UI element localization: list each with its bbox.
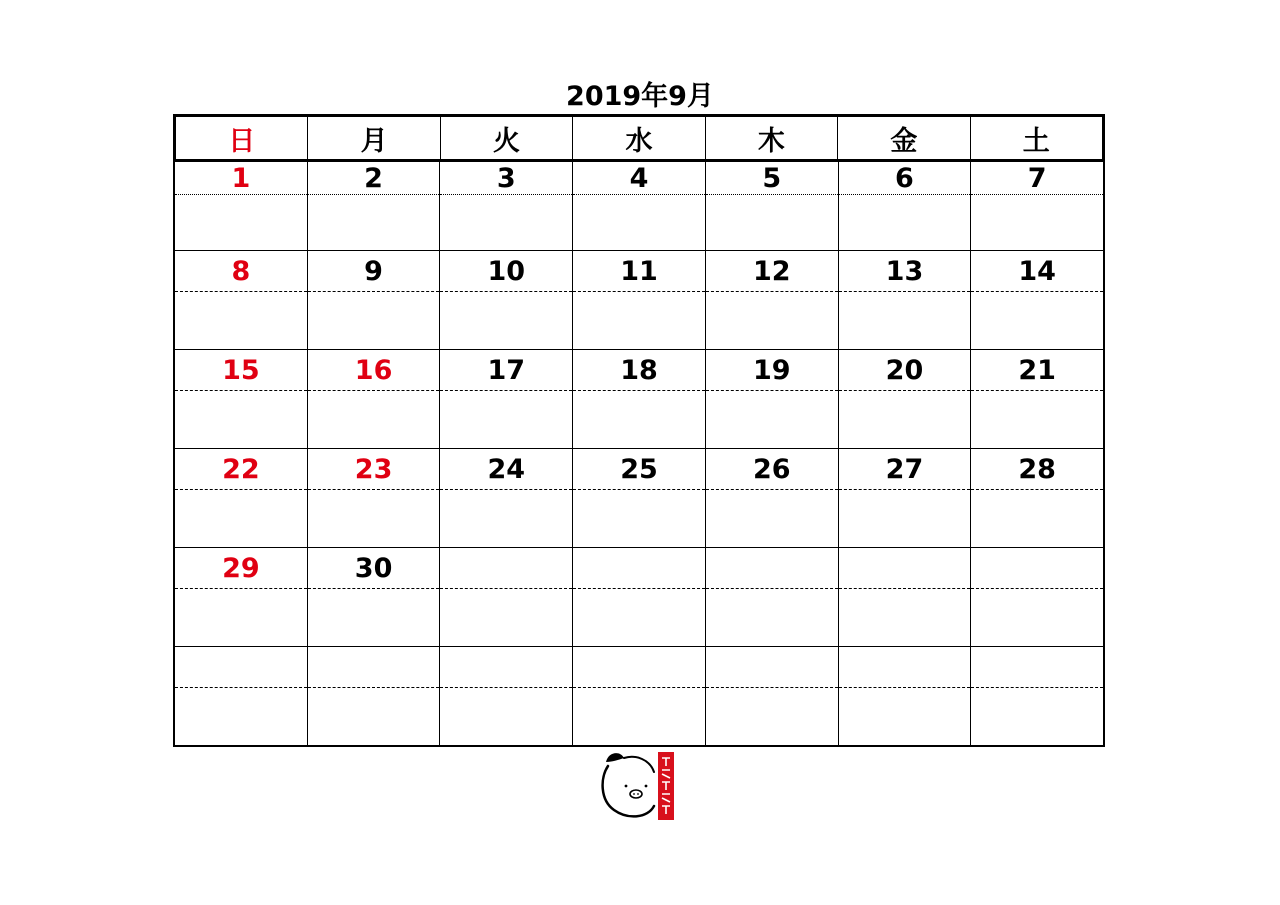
day-notes-area	[573, 292, 705, 349]
day-cell	[175, 251, 307, 349]
day-cell	[970, 350, 1103, 448]
day-cell	[838, 162, 971, 250]
day-number	[440, 548, 572, 589]
day-cell	[307, 647, 440, 745]
week-row	[175, 162, 1103, 250]
day-notes-area	[308, 292, 440, 349]
day-cell	[572, 162, 705, 250]
day-number: 15	[175, 350, 307, 391]
calendar-weeks	[173, 162, 1105, 747]
day-number: 23	[308, 449, 440, 490]
day-notes-area	[308, 195, 440, 250]
day-number: 11	[573, 251, 705, 292]
day-cell	[970, 162, 1103, 250]
day-cell	[572, 251, 705, 349]
day-notes-area	[971, 195, 1103, 250]
day-number: 10	[440, 251, 572, 292]
day-notes-area	[839, 195, 971, 250]
day-number	[706, 548, 838, 589]
day-notes-area	[440, 391, 572, 448]
day-number	[839, 548, 971, 589]
day-notes-area	[175, 688, 307, 745]
weekday-header-row	[173, 114, 1105, 162]
day-notes-area	[573, 589, 705, 646]
day-cell	[439, 548, 572, 646]
day-cell	[838, 449, 971, 547]
day-number: 18	[573, 350, 705, 391]
weekday-header-4: 木	[705, 117, 837, 159]
day-cell	[175, 548, 307, 646]
calendar-title: 2019年9月	[566, 81, 714, 112]
weekday-header-5: 金	[837, 117, 969, 159]
day-notes-area	[706, 589, 838, 646]
day-number: 7	[971, 162, 1103, 195]
day-notes-area	[440, 490, 572, 547]
day-number: 22	[175, 449, 307, 490]
day-cell	[175, 449, 307, 547]
day-cell	[439, 350, 572, 448]
day-cell	[970, 647, 1103, 745]
day-cell	[970, 548, 1103, 646]
day-number: 16	[308, 350, 440, 391]
day-number	[573, 548, 705, 589]
week-row	[175, 349, 1103, 448]
day-number	[308, 647, 440, 688]
day-number	[706, 647, 838, 688]
day-notes-area	[308, 688, 440, 745]
day-cell	[705, 162, 838, 250]
day-number: 17	[440, 350, 572, 391]
day-notes-area	[440, 195, 572, 250]
day-cell	[439, 449, 572, 547]
day-notes-area	[971, 490, 1103, 547]
day-notes-area	[175, 391, 307, 448]
day-notes-area	[839, 292, 971, 349]
pig-mascot-icon	[596, 748, 680, 824]
day-cell	[705, 350, 838, 448]
weekday-header-6: 土	[970, 117, 1102, 159]
day-number: 26	[706, 449, 838, 490]
day-number: 28	[971, 449, 1103, 490]
day-number: 6	[839, 162, 971, 195]
day-number: 9	[308, 251, 440, 292]
day-number: 4	[573, 162, 705, 195]
day-notes-area	[440, 688, 572, 745]
day-number: 25	[573, 449, 705, 490]
day-number: 3	[440, 162, 572, 195]
day-notes-area	[308, 391, 440, 448]
day-number: 12	[706, 251, 838, 292]
day-number: 21	[971, 350, 1103, 391]
weekday-header-3: 水	[572, 117, 704, 159]
day-number	[839, 647, 971, 688]
day-notes-area	[308, 589, 440, 646]
weekday-header-2: 火	[440, 117, 572, 159]
day-notes-area	[706, 195, 838, 250]
day-cell	[439, 162, 572, 250]
day-number: 19	[706, 350, 838, 391]
day-number: 2	[308, 162, 440, 195]
day-notes-area	[706, 490, 838, 547]
week-row	[175, 646, 1103, 745]
day-cell	[307, 350, 440, 448]
day-number: 27	[839, 449, 971, 490]
day-number	[971, 548, 1103, 589]
day-notes-area	[175, 292, 307, 349]
day-notes-area	[440, 589, 572, 646]
day-cell	[439, 647, 572, 745]
day-number: 30	[308, 548, 440, 589]
day-notes-area	[839, 688, 971, 745]
calendar-grid	[173, 114, 1105, 747]
day-cell	[307, 162, 440, 250]
day-number	[573, 647, 705, 688]
day-notes-area	[308, 490, 440, 547]
day-number: 13	[839, 251, 971, 292]
day-number: 1	[175, 162, 307, 195]
week-row	[175, 448, 1103, 547]
day-number	[971, 647, 1103, 688]
day-notes-area	[971, 292, 1103, 349]
day-cell	[970, 251, 1103, 349]
day-cell	[572, 449, 705, 547]
day-notes-area	[706, 688, 838, 745]
day-number: 8	[175, 251, 307, 292]
day-cell	[175, 647, 307, 745]
day-notes-area	[175, 589, 307, 646]
day-notes-area	[839, 490, 971, 547]
day-cell	[705, 647, 838, 745]
weekday-header-1: 月	[307, 117, 439, 159]
day-notes-area	[971, 589, 1103, 646]
day-notes-area	[573, 391, 705, 448]
day-notes-area	[839, 391, 971, 448]
day-cell	[705, 251, 838, 349]
week-row	[175, 250, 1103, 349]
day-number: 5	[706, 162, 838, 195]
day-cell	[307, 449, 440, 547]
day-notes-area	[175, 195, 307, 250]
day-notes-area	[573, 490, 705, 547]
day-number: 29	[175, 548, 307, 589]
day-cell	[175, 162, 307, 250]
day-number	[440, 647, 572, 688]
day-cell	[572, 350, 705, 448]
day-notes-area	[573, 688, 705, 745]
day-number	[175, 647, 307, 688]
day-cell	[705, 548, 838, 646]
day-notes-area	[440, 292, 572, 349]
day-notes-area	[839, 589, 971, 646]
day-cell	[572, 548, 705, 646]
day-number: 24	[440, 449, 572, 490]
weekday-header-0: 日	[228, 125, 256, 157]
day-notes-area	[706, 292, 838, 349]
day-cell	[838, 548, 971, 646]
day-notes-area	[971, 391, 1103, 448]
day-notes-area	[706, 391, 838, 448]
day-notes-area	[971, 688, 1103, 745]
day-cell	[838, 350, 971, 448]
day-notes-area	[175, 490, 307, 547]
day-cell	[705, 449, 838, 547]
day-cell	[307, 548, 440, 646]
day-notes-area	[573, 195, 705, 250]
day-number: 20	[839, 350, 971, 391]
day-number: 14	[971, 251, 1103, 292]
week-row	[175, 547, 1103, 646]
day-cell	[439, 251, 572, 349]
day-cell	[838, 251, 971, 349]
day-cell	[572, 647, 705, 745]
day-cell	[970, 449, 1103, 547]
day-cell	[307, 251, 440, 349]
day-cell	[175, 350, 307, 448]
day-cell	[838, 647, 971, 745]
